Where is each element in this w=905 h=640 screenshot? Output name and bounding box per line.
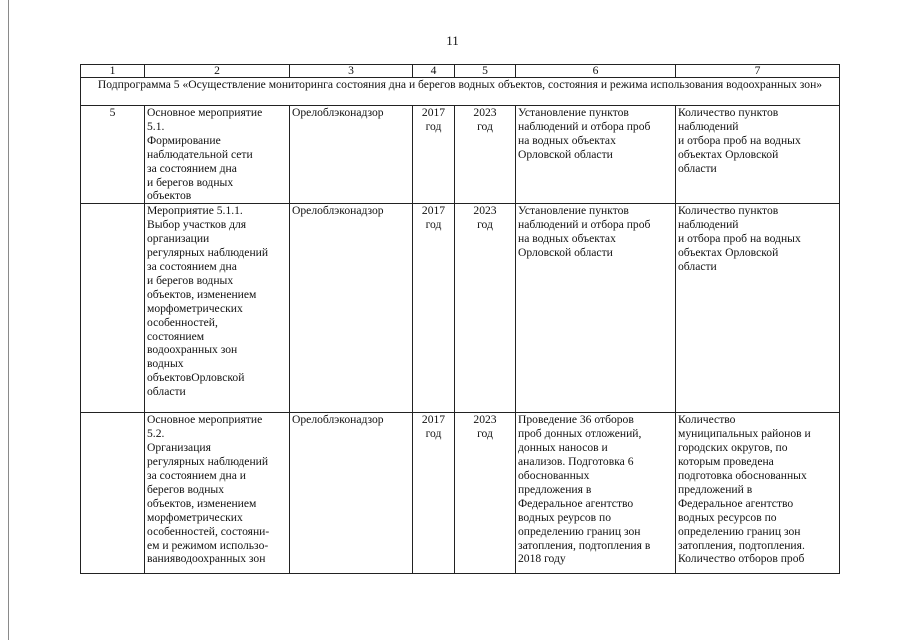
executor-cell: Орелоблэконадзор [290, 413, 413, 574]
event-cell: Основное мероприятие 5.2. Организация регулярных наблюдений за состоянием дна и берегов водных объектов, изменением морфометрических особенностей, состояни- ем и режимом использо- ванияводоохранных зон [145, 413, 290, 574]
scan-edge-line [8, 0, 9, 640]
row-number [81, 413, 145, 574]
indicator-cell: Количество пунктов наблюдений и отбора проб на водных объектах Орловской области [676, 204, 840, 413]
row-number: 5 [81, 106, 145, 204]
executor-cell: Орелоблэконадзор [290, 106, 413, 204]
executor-cell: Орелоблэконадзор [290, 204, 413, 413]
column-number: 1 [81, 65, 145, 78]
start-year-cell: 2017 год [413, 413, 455, 574]
column-number: 7 [676, 65, 840, 78]
table-row [81, 413, 840, 574]
subprogram-row [81, 78, 840, 106]
result-cell: Установление пунктов наблюдений и отбора проб на водных объектах Орловской области [516, 106, 676, 204]
end-year-cell: 2023 год [455, 204, 516, 413]
column-number-row [81, 65, 840, 78]
start-year-cell: 2017 год [413, 106, 455, 204]
page-number: 11 [446, 33, 459, 48]
result-cell: Установление пунктов наблюдений и отбора проб на водных объектах Орловской области [516, 204, 676, 413]
result-cell: Проведение 36 отборов проб донных отложений, донных наносов и анализов. Подготовка 6 обоснованных предложения в Федеральное агентство водных реурсов по определению границ зон затопления, подтопления в 2018 году [516, 413, 676, 574]
table-row [81, 204, 840, 413]
start-year-cell: 2017 год [413, 204, 455, 413]
column-number: 2 [145, 65, 290, 78]
indicator-cell: Количество муниципальных районов и городских округов, по которым проведена подготовка обоснованных предложений в Федеральное агентство водных ресурсов по определению границ зон затопления, подтопления. Количество отборов проб [676, 413, 840, 574]
end-year-cell: 2023 год [455, 413, 516, 574]
end-year-cell: 2023 год [455, 106, 516, 204]
program-table [80, 64, 840, 574]
subprogram-title: Подпрограмма 5 «Осуществление мониторинга состояния дна и берегов водных объектов, состояния и режима использования водоохранных зон» [81, 78, 840, 106]
column-number: 6 [516, 65, 676, 78]
row-number [81, 204, 145, 413]
indicator-cell: Количество пунктов наблюдений и отбора проб на водных объектах Орловской области [676, 106, 840, 204]
table-row [81, 106, 840, 204]
column-number: 4 [413, 65, 455, 78]
event-cell: Основное мероприятие 5.1. Формирование наблюдательной сети за состоянием дна и берегов водных объектов [145, 106, 290, 204]
column-number: 5 [455, 65, 516, 78]
column-number: 3 [290, 65, 413, 78]
event-cell: Мероприятие 5.1.1. Выбор участков для организации регулярных наблюдений за состоянием дна и берегов водных объектов, изменением морфометрических особенностей, состоянием водоохранных зон водных объектовОрловской области [145, 204, 290, 413]
